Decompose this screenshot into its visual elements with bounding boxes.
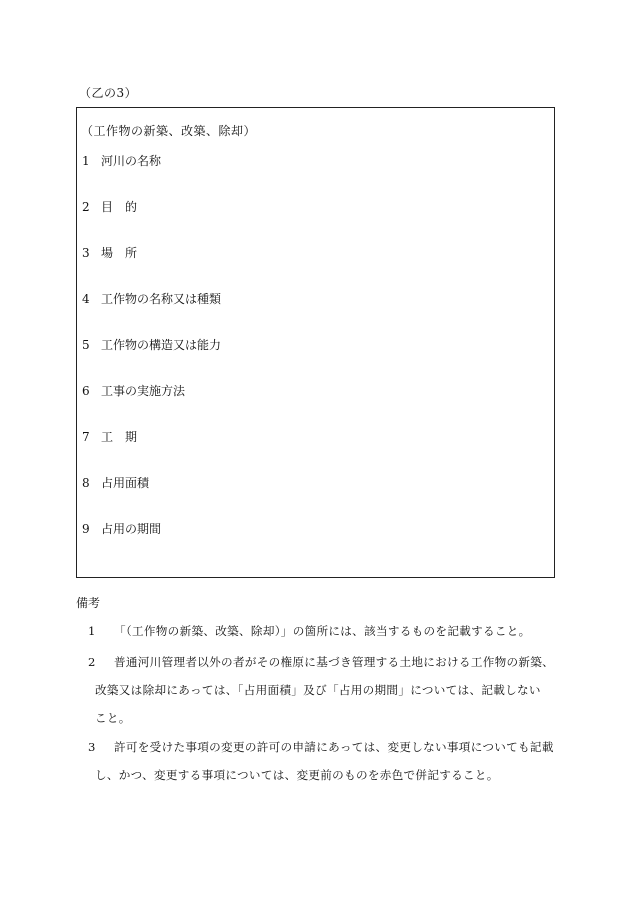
item-purpose: [82, 198, 137, 215]
note-number: 1: [88, 624, 96, 638]
remarks-title: 備考: [76, 596, 101, 610]
item-number: 6: [82, 384, 90, 398]
item-number: 1: [82, 154, 90, 168]
box-heading: （工作物の新築、改築、除却）: [81, 124, 257, 138]
item-construction-method: [82, 382, 185, 399]
item-label: 工作物の構造又は能力: [101, 338, 222, 352]
note-line: 普通河川管理者以外の者がその権原に基づき管理する土地における工作物の新築、: [114, 655, 555, 669]
remark-note-3: [88, 739, 554, 755]
item-label: 場 所: [101, 246, 138, 260]
item-number: 2: [82, 200, 90, 214]
item-construction-period: [82, 428, 137, 445]
item-label: 工 期: [101, 430, 138, 444]
item-occupancy-period: [82, 520, 161, 537]
note-number: 3: [88, 740, 96, 754]
item-label: 工事の実施方法: [101, 384, 186, 398]
item-label: 目 的: [101, 200, 138, 214]
item-label: 占用面積: [101, 476, 150, 490]
application-form-box: [76, 107, 555, 578]
item-structure-capacity: [82, 336, 221, 353]
item-label: 工作物の名称又は種類: [101, 292, 222, 306]
note-line: 「（工作物の新築、改築、除却）」の箇所には、該当するものを記載すること。: [114, 624, 531, 638]
item-number: 8: [82, 476, 90, 490]
item-number: 3: [82, 246, 90, 260]
remark-note-3-line-2: し、かつ、変更する事項については、変更前のものを赤色で併記すること。: [95, 768, 499, 782]
item-occupied-area: [82, 474, 149, 491]
form-label: （乙の3）: [79, 86, 138, 100]
item-label: 河川の名称: [101, 154, 162, 168]
item-river-name: [82, 152, 161, 169]
item-structure-name: [82, 290, 221, 307]
remark-note-1: [88, 623, 531, 639]
remark-note-2-line-2: 改築又は除却にあっては、「占用面積」及び「占用の期間」については、記載しない: [95, 683, 541, 697]
item-number: 7: [82, 430, 90, 444]
note-number: 2: [88, 655, 96, 669]
item-number: 4: [82, 292, 90, 306]
item-number: 9: [82, 522, 90, 536]
note-line: 許可を受けた事項の変更の許可の申請にあっては、変更しない事項についても記載: [114, 740, 554, 754]
remark-note-2: [88, 654, 554, 670]
item-label: 占用の期間: [101, 522, 162, 536]
remark-note-2-line-3: こと。: [95, 711, 131, 725]
item-location: [82, 244, 137, 261]
item-number: 5: [82, 338, 90, 352]
